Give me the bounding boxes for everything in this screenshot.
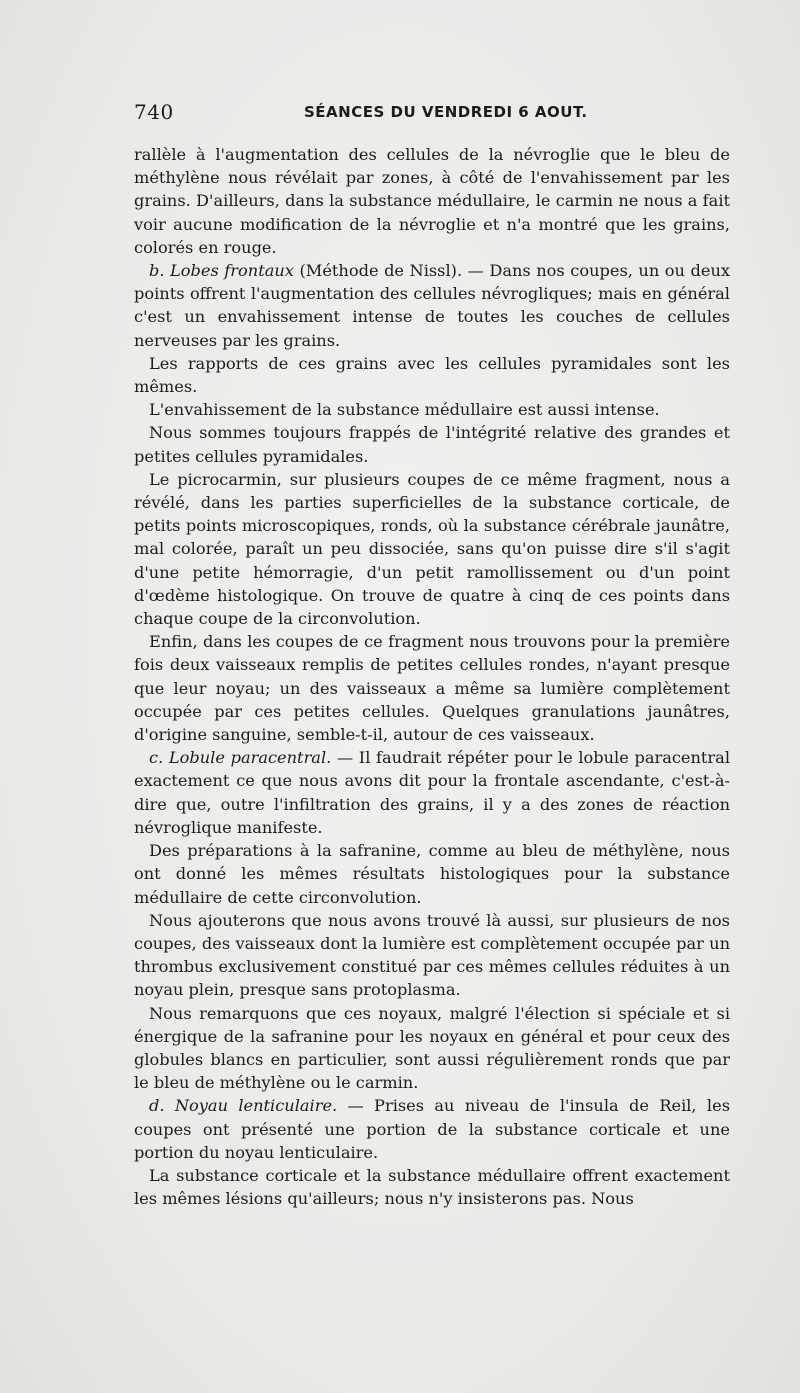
paragraph-text: Des préparations à la safranine, comme au bleu de méthylène, nous ont donné les mêmes résultats histologiques pour la substance médullaire de cette circonvolution. — [134, 841, 730, 907]
paragraph-text: L'envahissement de la substance médullaire est aussi intense. — [149, 400, 660, 420]
paragraph — [134, 398, 730, 421]
paragraph — [134, 259, 730, 352]
paragraph-text: (Méthode de Nissl). — Dans nos coupes, un ou deux points offrent l'augmentation des cellules névrogliques; mais en général c'est un envahissement intense de toutes les couches de cellules nerveuses par les grains. — [134, 261, 730, 350]
paragraph — [134, 352, 730, 398]
paragraph — [134, 421, 730, 467]
paragraph-text: Nous remarquons que ces noyaux, malgré l'élection si spéciale et si énergique de la safranine pour les noyaux en général et pour ceux des globules blancs en particulier, sont aussi régulièrement ronds que par le bleu de méthylène ou le carmin. — [134, 1003, 730, 1093]
paragraph — [134, 746, 730, 839]
section-heading-noyau-lenticulaire: d. Noyau lenticulaire. — [149, 1096, 338, 1116]
paragraph-text: Nous sommes toujours frappés de l'intégrité relative des grandes et petites cellules pyramidales. — [134, 423, 730, 466]
paragraph — [134, 468, 730, 630]
page-header — [134, 100, 730, 134]
paragraph — [134, 839, 730, 909]
page-number: 740 — [134, 100, 174, 124]
paragraph — [134, 1002, 730, 1095]
paragraph — [134, 1164, 730, 1210]
paragraph — [134, 630, 730, 746]
body-text — [134, 143, 730, 1210]
paragraph — [134, 1094, 730, 1164]
paragraph-text: Enfin, dans les coupes de ce fragment nous trouvons pour la première fois deux vaisseaux remplis de petites cellules rondes, n'ayant presque que leur noyau; un des vaisseaux a même sa lumière complètement occupée par ces petites cellules. Quelques granulations jaunâtres, d'origine sanguine, semble-t-il, autour de ces vaisseaux. — [134, 632, 730, 745]
paragraph-text: Nous ajouterons que nous avons trouvé là aussi, sur plusieurs de nos coupes, des vaisseaux dont la lumière est complètement occupée par un thrombus exclusivement constitué par ces mêmes cellules réduites à un noyau plein, presque sans protoplasma. — [134, 910, 730, 1000]
paragraph-text: — Prises au niveau de l'insula de Reil, les coupes ont présenté une portion de la substance corticale et une portion du noyau lenticulaire. — [134, 1096, 730, 1162]
section-heading-lobule-paracentral: c. Lobule paracentral. — [149, 748, 332, 768]
paragraph — [134, 143, 730, 259]
running-head: SÉANCES DU VENDREDI 6 AOUT. — [304, 103, 588, 121]
paragraph-text: Les rapports de ces grains avec les cellules pyramidales sont les mêmes. — [134, 353, 730, 397]
paragraph-text: — Il faudrait répéter pour le lobule paracentral exactement ce que nous avons dit pour la frontale ascendante, c'est-à-dire que, outre l'infiltration des grains, il y a des zones de réaction névroglique manifeste. — [134, 748, 731, 837]
section-heading-lobes-frontaux: b. Lobes frontaux — [149, 261, 294, 281]
paragraph-text: Le picrocarmin, sur plusieurs coupes de ce même fragment, nous a révélé, dans les parties superficielles de la substance corticale, de petits points microscopiques, ronds, où la substance cérébrale jaunâtre, mal colorée, paraît un peu dissociée, sans qu'on puisse dire s'il s'agit d'une petite hémorragie, d'un petit ramollissement ou d'un point d'œdème histologique. On trouve de quatre à cinq de ces points dans chaque coupe de la circonvolution. — [134, 469, 730, 629]
paragraph-text: rallèle à l'augmentation des cellules de la névroglie que le bleu de méthylène nous révélait par zones, à côté de l'envahissement par les grains. D'ailleurs, dans la substance médullaire, le carmin ne nous a fait voir aucune modification de la névroglie et n'a montré que les grains, colorés en rouge. — [134, 145, 730, 257]
paragraph — [134, 909, 730, 1002]
paragraph-text: La substance corticale et la substance médullaire offrent exactement les mêmes lésions qu'ailleurs; nous n'y insisterons pas. Nous — [134, 1165, 730, 1209]
